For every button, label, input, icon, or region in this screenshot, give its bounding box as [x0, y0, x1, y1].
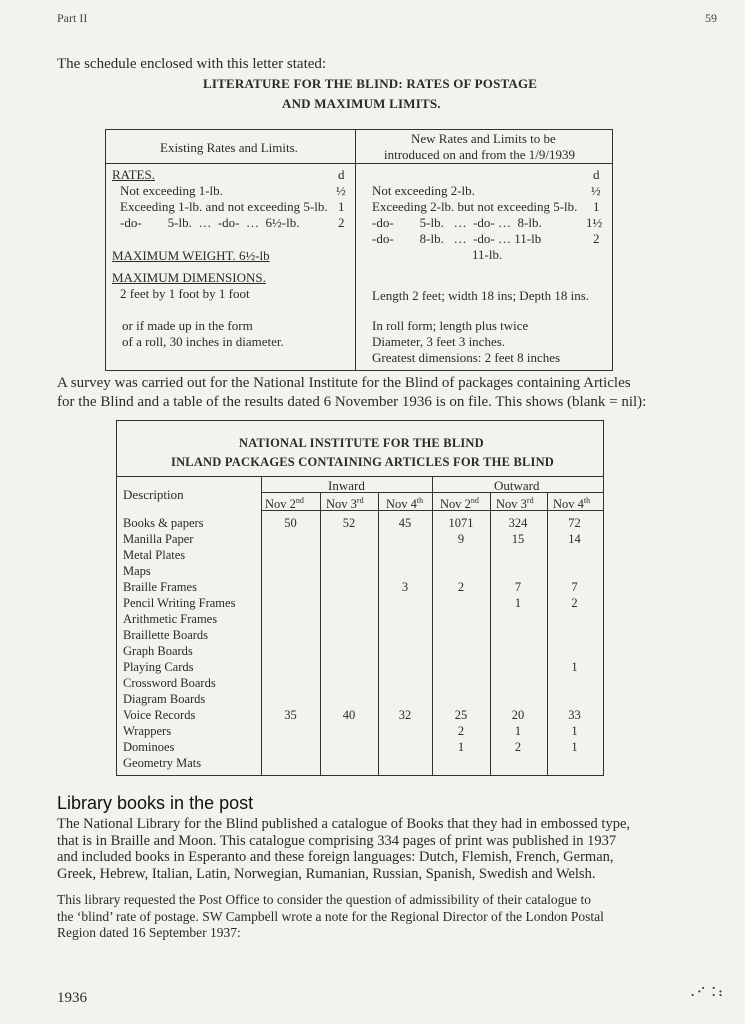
row-value	[320, 643, 378, 659]
left-rate-3: -do- 5-lb. … -do- … 6½-lb.	[120, 215, 300, 230]
outward-header: Outward	[494, 478, 540, 493]
row-value: 25	[454, 708, 468, 722]
row-value	[490, 627, 546, 643]
new-rates-header-1: New Rates and Limits to be	[411, 131, 556, 146]
row-value	[320, 563, 378, 579]
row-value	[432, 563, 490, 579]
row-description: Playing Cards	[123, 660, 194, 674]
row-value	[378, 691, 432, 707]
table-row	[123, 739, 603, 755]
row-value	[320, 723, 378, 739]
row-value	[490, 675, 546, 691]
nib-data-rows	[123, 515, 603, 771]
right-dimensions: Length 2 feet; width 18 ins; Depth 18 ins.	[372, 288, 590, 303]
right-rate-4: -do- 8-lb. … -do- … 11-lb	[372, 231, 542, 246]
day-outward-2: Nov 2nd	[440, 496, 479, 512]
description-header: Description	[123, 487, 184, 502]
inward-header: Inward	[328, 478, 365, 493]
row-value	[490, 643, 546, 659]
row-description: Manilla Paper	[123, 532, 194, 546]
left-roll-1: or if made up in the form	[122, 318, 253, 333]
nib-title-1: NATIONAL INSTITUTE FOR THE BLIND	[239, 436, 484, 450]
row-value: 50	[284, 516, 297, 530]
row-description: Braille Frames	[123, 580, 197, 594]
table-row	[123, 675, 603, 691]
row-value	[546, 675, 603, 691]
row-value	[320, 659, 378, 675]
row-value	[546, 627, 603, 643]
row-value	[546, 643, 603, 659]
left-rate-1-value: ½	[336, 183, 346, 198]
right-rate-4-cont: 11-lb.	[472, 247, 503, 262]
row-description: Braillette Boards	[123, 628, 209, 642]
row-description: Diagram Boards	[123, 692, 206, 706]
row-value	[320, 611, 378, 627]
row-value	[320, 531, 378, 547]
row-value	[378, 531, 432, 547]
braille-mark-icon: ⠠⠊⠨⠆	[686, 985, 729, 1000]
row-value: 20	[511, 708, 525, 722]
row-value	[546, 563, 603, 579]
day-outward-4: Nov 4th	[553, 496, 591, 512]
row-value: 35	[284, 708, 297, 722]
row-description: Graph Boards	[123, 644, 193, 658]
left-rate-1: Not exceeding 1-lb.	[120, 183, 223, 198]
table-row	[123, 515, 603, 531]
row-value	[432, 755, 490, 771]
row-description: Geometry Mats	[123, 756, 202, 770]
row-value	[320, 739, 378, 755]
left-roll-2: of a roll, 30 inches in diameter.	[122, 334, 284, 349]
day-outward-3: Nov 3rd	[496, 496, 534, 512]
row-value: 7	[514, 580, 522, 594]
row-value	[378, 739, 432, 755]
para1-line-4: Greek, Hebrew, Italian, Latin, Norwegian, Rumanian, Russian, Spanish, Swedish and Welsh.	[57, 865, 596, 882]
row-value: 9	[457, 532, 465, 546]
right-roll-1: In roll form; length plus twice	[372, 318, 529, 333]
row-value	[432, 595, 490, 611]
row-description: Maps	[123, 564, 151, 578]
row-value: 45	[398, 516, 412, 530]
left-dimensions: 2 feet by 1 foot by 1 foot	[120, 286, 250, 301]
right-rate-2: Exceeding 2-lb. but not exceeding 5-lb.	[372, 199, 578, 214]
row-value	[261, 739, 320, 755]
row-value: 14	[568, 532, 581, 546]
para2-line-2: the ‘blind’ rate of postage. SW Campbell wrote a note for the Regional Director of the London Postal	[57, 908, 604, 924]
row-value	[261, 675, 320, 691]
row-description: Wrappers	[123, 724, 172, 738]
row-value	[432, 627, 490, 643]
day-inward-4: Nov 4th	[386, 496, 424, 512]
row-description: Metal Plates	[123, 548, 186, 562]
row-value	[261, 595, 320, 611]
row-value	[261, 643, 320, 659]
row-description: Arithmetic Frames	[123, 612, 218, 626]
row-value: 1	[571, 724, 578, 738]
page-number: 59	[705, 11, 717, 25]
section-heading: Library books in the post	[57, 793, 254, 813]
day-inward-3: Nov 3rd	[326, 496, 364, 512]
row-value	[378, 611, 432, 627]
para2-line-1: This library requested the Post Office to consider the question of admissibility of their catalogue to	[57, 892, 592, 907]
para1-line-2: that is in Braille and Moon. This catalogue comprising 334 pages of print was published in 1937	[57, 832, 617, 849]
row-value	[432, 675, 490, 691]
row-value	[546, 547, 603, 563]
row-value	[320, 579, 378, 595]
row-value	[261, 659, 320, 675]
right-rate-3: -do- 5-lb. … -do- … 8-lb.	[372, 215, 542, 230]
para1-line-1: The National Library for the Blind published a catalogue of Books that they had in embossed type,	[57, 816, 631, 832]
row-value	[320, 691, 378, 707]
row-value: 40	[342, 708, 356, 722]
row-value	[490, 611, 546, 627]
right-rate-2-value: 1	[593, 199, 600, 214]
row-value	[490, 755, 546, 771]
row-value	[490, 547, 546, 563]
table-row	[123, 755, 603, 771]
row-value	[261, 531, 320, 547]
row-value: 32	[398, 708, 412, 722]
table-row	[123, 547, 603, 563]
right-roll-3: Greatest dimensions: 2 feet 8 inches	[372, 350, 561, 365]
row-value	[320, 627, 378, 643]
right-rate-1-value: ½	[591, 183, 601, 198]
row-value	[378, 675, 432, 691]
schedule-title-line-2: AND MAXIMUM LIMITS.	[282, 96, 441, 111]
row-value	[378, 563, 432, 579]
row-value: 1	[571, 740, 578, 754]
row-value	[378, 659, 432, 675]
row-value	[261, 755, 320, 771]
intro-text: The schedule enclosed with this letter stated:	[57, 56, 327, 72]
row-value	[261, 563, 320, 579]
row-value: 7	[571, 580, 578, 594]
row-value: 1071	[448, 516, 474, 530]
row-description: Voice Records	[123, 708, 196, 722]
schedule-title-line-1: LITERATURE FOR THE BLIND: RATES OF POSTAGE	[203, 76, 538, 91]
row-value	[432, 611, 490, 627]
existing-rates-header: Existing Rates and Limits.	[160, 140, 298, 155]
row-value: 1	[571, 660, 578, 674]
row-value	[261, 627, 320, 643]
row-value	[432, 643, 490, 659]
right-rate-1: Not exceeding 2-lb.	[372, 183, 475, 198]
table-row	[123, 691, 603, 707]
new-rates-header-2: introduced on and from the 1/9/1939	[384, 147, 575, 162]
row-value	[378, 643, 432, 659]
row-value: 33	[568, 708, 581, 722]
row-description: Dominoes	[123, 740, 175, 754]
row-value: 2	[457, 724, 465, 738]
row-value	[378, 547, 432, 563]
row-value: 1	[514, 596, 522, 610]
para2-line-3: Region dated 16 September 1937:	[57, 925, 241, 940]
table-row	[123, 707, 603, 723]
table-row	[123, 611, 603, 627]
table-row	[123, 643, 603, 659]
row-value: 1	[457, 740, 465, 754]
row-value: 2	[457, 580, 465, 594]
left-pence-header: d	[338, 167, 345, 182]
row-value	[490, 563, 546, 579]
para1-line-3: and included books in Esperanto and these foreign languages: Dutch, Flemish, French, German,	[57, 849, 614, 865]
day-inward-2: Nov 2nd	[265, 496, 304, 512]
table-row	[123, 723, 603, 739]
row-value	[490, 691, 546, 707]
row-value	[261, 723, 320, 739]
survey-line-1: A survey was carried out for the National Institute for the Blind of packages containing Articles	[57, 375, 631, 391]
rates-label: RATES.	[112, 167, 155, 182]
row-description: Books & papers	[123, 516, 204, 530]
footer-year: 1936	[57, 990, 87, 1006]
left-rate-2: Exceeding 1-lb. and not exceeding 5-lb.	[120, 199, 328, 214]
row-description: Crossword Boards	[123, 676, 216, 690]
row-value	[546, 755, 603, 771]
row-value	[261, 547, 320, 563]
row-value	[546, 611, 603, 627]
right-pence-header: d	[593, 167, 600, 182]
table-row	[123, 579, 603, 595]
row-value: 72	[568, 516, 581, 530]
row-value	[320, 547, 378, 563]
row-value	[546, 691, 603, 707]
row-value	[378, 595, 432, 611]
row-value	[378, 627, 432, 643]
row-value: 15	[511, 532, 525, 546]
table-row	[123, 627, 603, 643]
row-value	[320, 675, 378, 691]
nib-title-2: INLAND PACKAGES CONTAINING ARTICLES FOR THE BLIND	[171, 455, 555, 469]
row-value	[261, 691, 320, 707]
max-weight: MAXIMUM WEIGHT. 6½-lb	[112, 248, 270, 263]
right-rate-4-value: 2	[593, 231, 600, 246]
row-value: 1	[514, 724, 522, 738]
row-value	[378, 755, 432, 771]
row-value	[432, 547, 490, 563]
right-rate-3-value: 1½	[586, 215, 603, 230]
table-row	[123, 659, 603, 675]
row-value	[261, 611, 320, 627]
running-header-part: Part II	[57, 11, 88, 25]
row-value: 324	[508, 516, 528, 530]
left-rate-3-value: 2	[338, 215, 345, 230]
row-value: 52	[342, 516, 356, 530]
table-row	[123, 595, 603, 611]
row-value	[432, 691, 490, 707]
row-value	[490, 659, 546, 675]
survey-line-2: for the Blind and a table of the results dated 6 November 1936 is on file. This shows (blank = nil):	[57, 394, 647, 410]
max-dimensions: MAXIMUM DIMENSIONS.	[112, 270, 266, 285]
table-row	[123, 563, 603, 579]
table-row	[123, 531, 603, 547]
row-value: 3	[401, 580, 409, 594]
right-roll-2: Diameter, 3 feet 3 inches.	[372, 334, 506, 349]
row-description: Pencil Writing Frames	[123, 596, 236, 610]
row-value	[320, 595, 378, 611]
row-value: 2	[514, 740, 522, 754]
row-value	[261, 579, 320, 595]
row-value	[378, 723, 432, 739]
row-value: 2	[571, 596, 578, 610]
row-value	[320, 755, 378, 771]
row-value	[432, 659, 490, 675]
left-rate-2-value: 1	[338, 199, 345, 214]
